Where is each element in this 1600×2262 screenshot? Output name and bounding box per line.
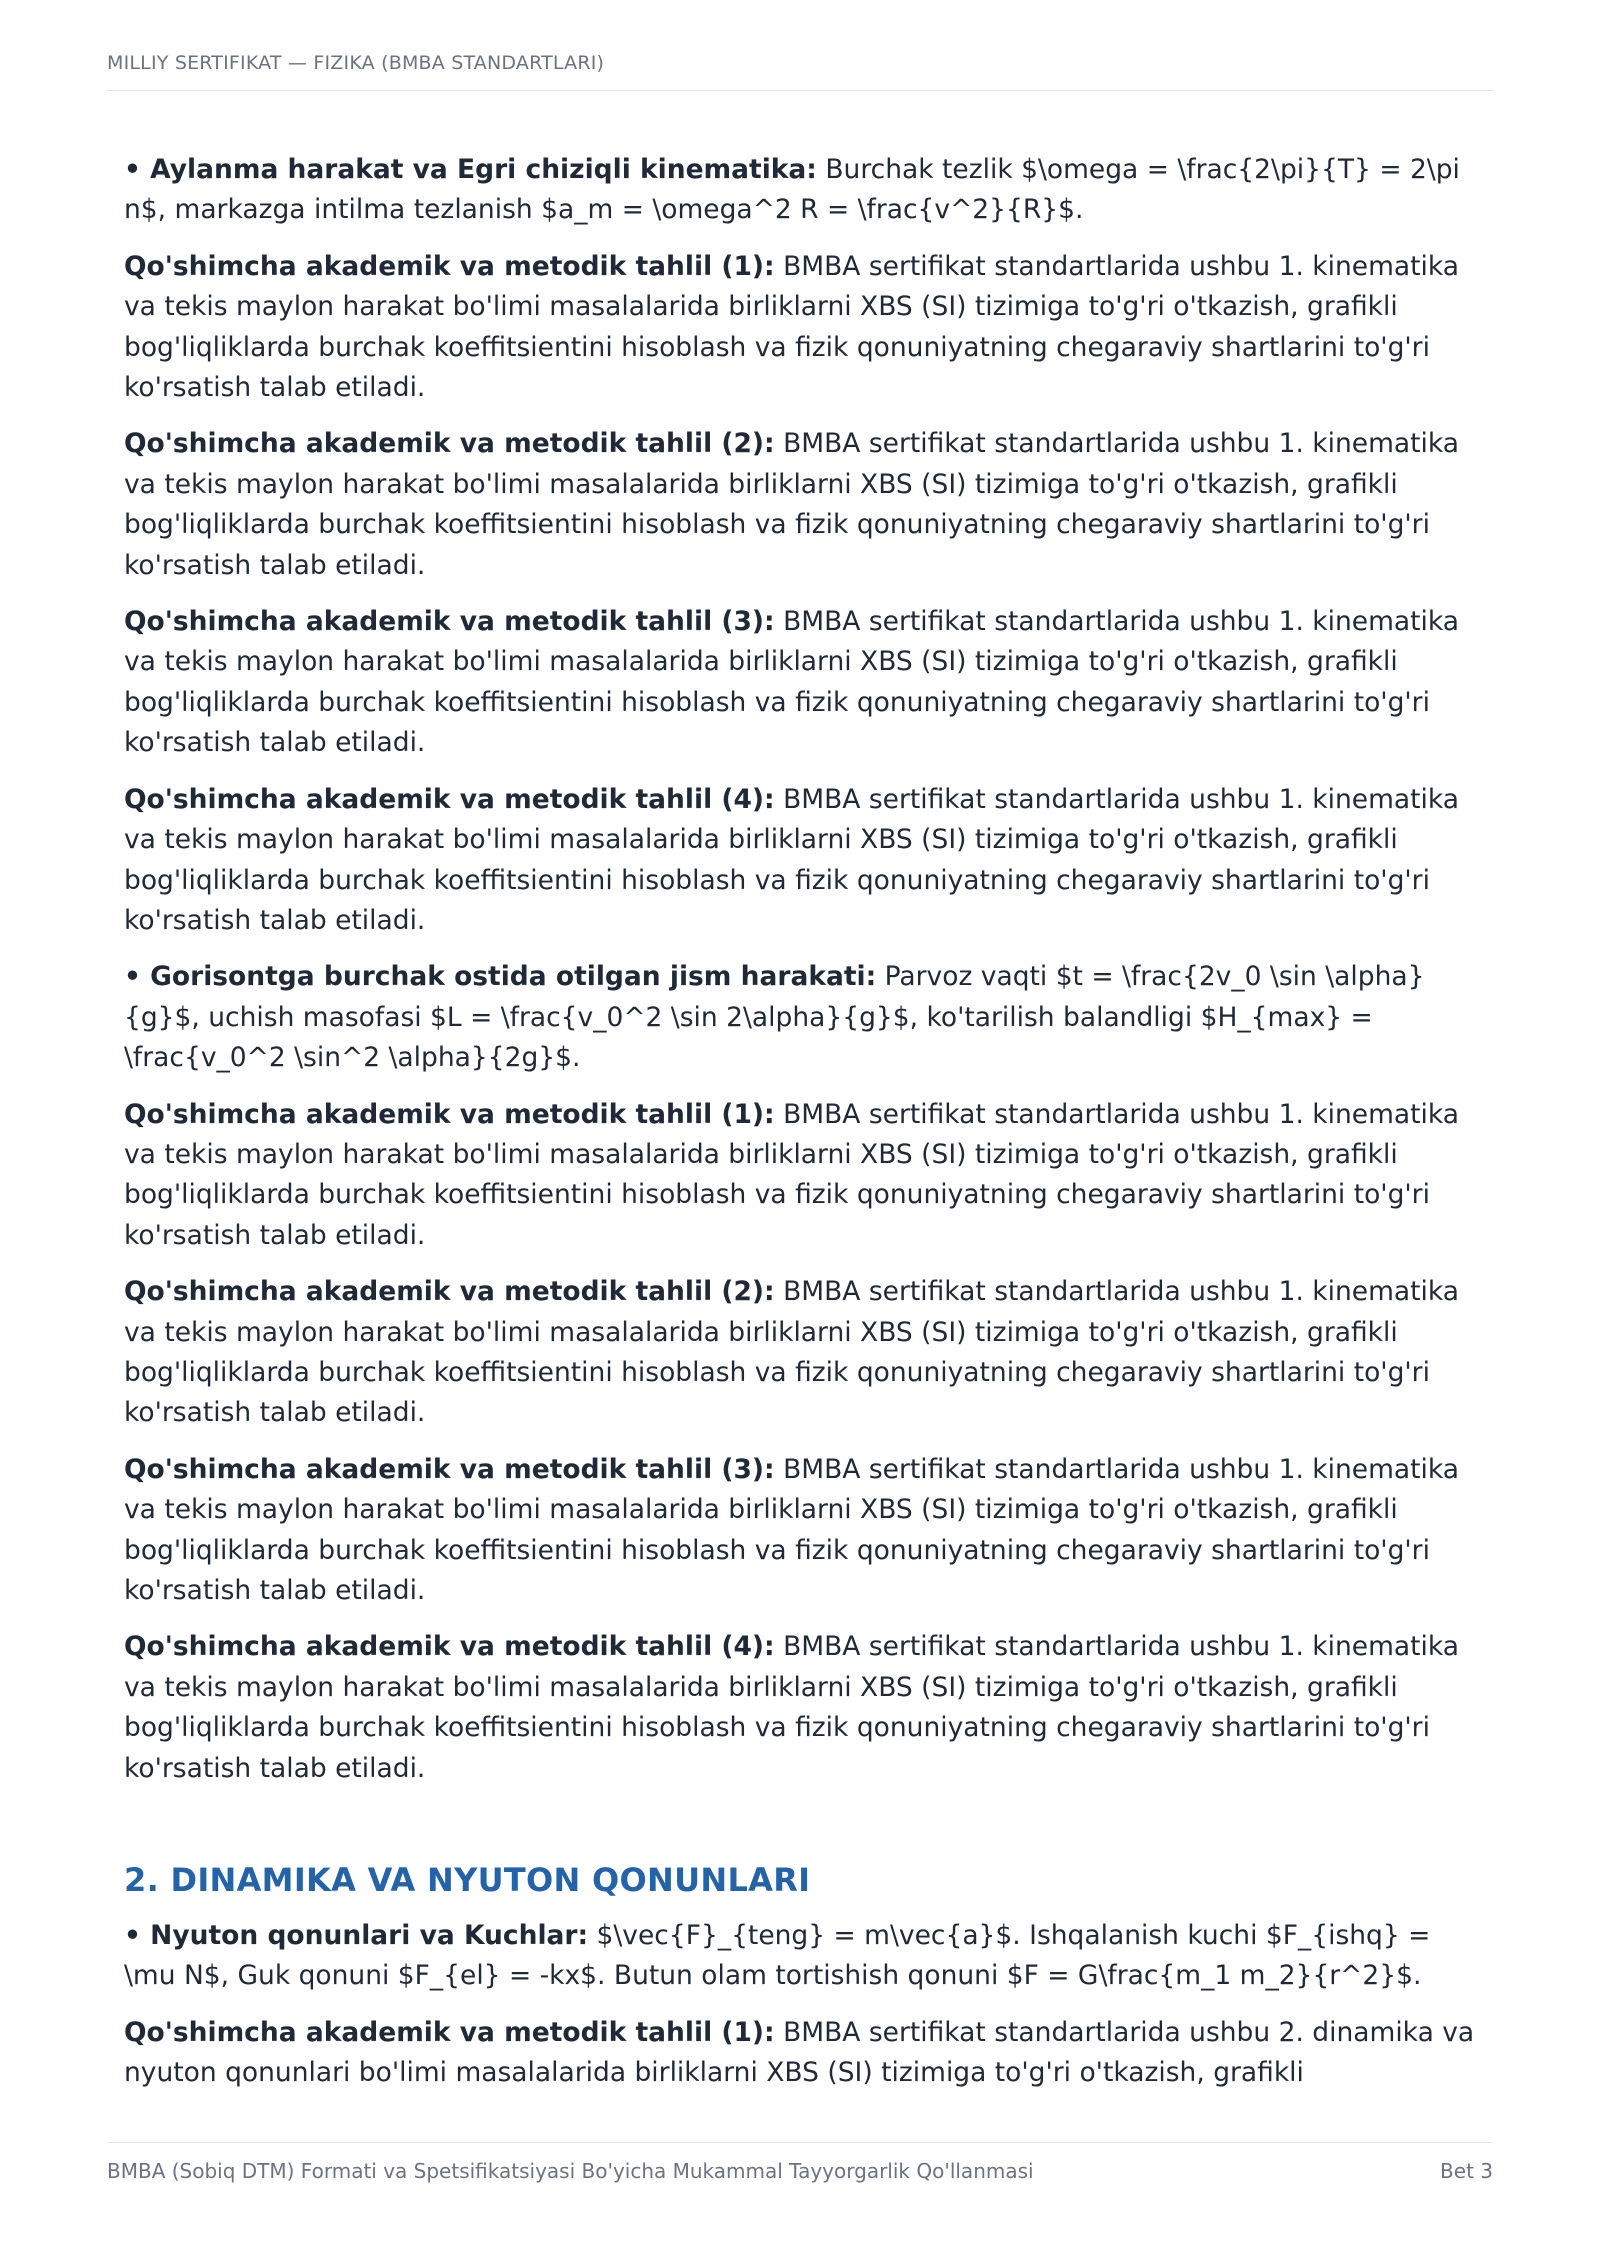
header-divider	[107, 90, 1493, 91]
analysis-paragraph	[124, 780, 1486, 942]
bullet-paragraph	[124, 150, 1486, 231]
paragraph-lead: Qo'shimcha akademik va metodik tahlil (4):	[124, 1631, 775, 1663]
paragraph-text: BMBA sertifikat standartlarida ushbu 1. kinematika va tekis maylon harakat bo'limi masalalarida birliklarni XBS (SI) tizimiga to'g'ri o'tkazish, grafikli bog'liqliklarda burchak koeffitsientini hisoblash va fizik qonuniyatning chegaraviy shartlarini to'g'ri ko'rsatish talab etiladi.	[124, 1631, 1460, 1784]
paragraph-text: $\vec{F}_{teng} = m\vec{a}$. Ishqalanish kuchi $F_{ishq} = \mu N$, Guk qonuni $F_{el} = -kx$. Butun olam tortishish qonuni $F = G\frac{m_1 m_2}{r^2}$.	[124, 1920, 1431, 1992]
paragraph-lead: Qo'shimcha akademik va metodik tahlil (2):	[124, 428, 775, 460]
section-heading: 2. DINAMIKA VA NYUTON QONUNLARI	[124, 1861, 811, 1900]
bullet-paragraph	[124, 957, 1486, 1078]
page-content	[124, 150, 1486, 2110]
paragraph-text: BMBA sertifikat standartlarida ushbu 1. kinematika va tekis maylon harakat bo'limi masalalarida birliklarni XBS (SI) tizimiga to'g'ri o'tkazish, grafikli bog'liqliklarda burchak koeffitsientini hisoblash va fizik qonuniyatning chegaraviy shartlarini to'g'ri ko'rsatish talab etiladi.	[124, 783, 1460, 936]
bullet-paragraph	[124, 1916, 1486, 1997]
paragraph-lead: Qo'shimcha akademik va metodik tahlil (2):	[124, 1276, 775, 1308]
analysis-paragraph	[124, 1272, 1486, 1434]
paragraph-lead: • Aylanma harakat va Egri chiziqli kinematika:	[124, 154, 817, 185]
analysis-paragraph	[124, 602, 1486, 764]
analysis-paragraph	[124, 1627, 1486, 1789]
page-number: Bet 3	[1440, 2159, 1493, 2183]
paragraph-lead: Qo'shimcha akademik va metodik tahlil (1):	[124, 2016, 775, 2048]
paragraph-text: BMBA sertifikat standartlarida ushbu 1. kinematika va tekis maylon harakat bo'limi masalalarida birliklarni XBS (SI) tizimiga to'g'ri o'tkazish, grafikli bog'liqliklarda burchak koeffitsientini hisoblash va fizik qonuniyatning chegaraviy shartlarini to'g'ri ko'rsatish talab etiladi.	[124, 1276, 1460, 1429]
paragraph-text: BMBA sertifikat standartlarida ushbu 1. kinematika va tekis maylon harakat bo'limi masalalarida birliklarni XBS (SI) tizimiga to'g'ri o'tkazish, grafikli bog'liqliklarda burchak koeffitsientini hisoblash va fizik qonuniyatning chegaraviy shartlarini to'g'ri ko'rsatish talab etiladi.	[124, 606, 1460, 759]
paragraph-text: BMBA sertifikat standartlarida ushbu 1. kinematika va tekis maylon harakat bo'limi masalalarida birliklarni XBS (SI) tizimiga to'g'ri o'tkazish, grafikli bog'liqliklarda burchak koeffitsientini hisoblash va fizik qonuniyatning chegaraviy shartlarini to'g'ri ko'rsatish talab etiladi.	[124, 250, 1460, 404]
paragraph-lead: Qo'shimcha akademik va metodik tahlil (3):	[124, 606, 775, 638]
paragraph-text: BMBA sertifikat standartlarida ushbu 2. dinamika va nyuton qonunlari bo'limi masalalarida birliklarni XBS (SI) tizimiga to'g'ri o'tkazish, grafikli	[124, 2016, 1475, 2089]
paragraph-lead: Qo'shimcha akademik va metodik tahlil (1):	[124, 250, 775, 282]
paragraph-text: Burchak tezlik $\omega = \frac{2\pi}{T} = 2\pi n$, markazga intilma tezlanish $a_m = \omega^2 R = \frac{v^2}{R}$.	[124, 154, 1460, 226]
paragraph-lead: • Gorisontga burchak ostida otilgan jism harakati:	[124, 961, 877, 993]
running-header: MILLIY SERTIFIKAT — FIZIKA (BMBA STANDARTLARI)	[107, 52, 605, 74]
footer-document-title: BMBA (Sobiq DTM) Formati va Spetsifikatsiyasi Bo'yicha Mukammal Tayyorgarlik Qo'llanmasi	[107, 2159, 1034, 2183]
footer-divider	[107, 2142, 1493, 2143]
analysis-paragraph	[124, 424, 1486, 586]
paragraph-text: BMBA sertifikat standartlarida ushbu 1. kinematika va tekis maylon harakat bo'limi masalalarida birliklarni XBS (SI) tizimiga to'g'ri o'tkazish, grafikli bog'liqliklarda burchak koeffitsientini hisoblash va fizik qonuniyatning chegaraviy shartlarini to'g'ri ko'rsatish talab etiladi.	[124, 1453, 1460, 1606]
analysis-paragraph	[124, 1095, 1486, 1257]
paragraph-lead: Qo'shimcha akademik va metodik tahlil (1):	[124, 1098, 775, 1130]
paragraph-text: BMBA sertifikat standartlarida ushbu 1. kinematika va tekis maylon harakat bo'limi masalalarida birliklarni XBS (SI) tizimiga to'g'ri o'tkazish, grafikli bog'liqliklarda burchak koeffitsientini hisoblash va fizik qonuniyatning chegaraviy shartlarini to'g'ri ko'rsatish talab etiladi.	[124, 1098, 1460, 1251]
analysis-paragraph	[124, 1450, 1486, 1612]
analysis-paragraph	[124, 247, 1486, 409]
paragraph-lead: • Nyuton qonunlari va Kuchlar:	[124, 1920, 589, 1952]
analysis-paragraph	[124, 2013, 1486, 2094]
paragraph-lead: Qo'shimcha akademik va metodik tahlil (3):	[124, 1453, 775, 1485]
paragraph-text: BMBA sertifikat standartlarida ushbu 1. kinematika va tekis maylon harakat bo'limi masalalarida birliklarni XBS (SI) tizimiga to'g'ri o'tkazish, grafikli bog'liqliklarda burchak koeffitsientini hisoblash va fizik qonuniyatning chegaraviy shartlarini to'g'ri ko'rsatish talab etiladi.	[124, 428, 1460, 581]
paragraph-lead: Qo'shimcha akademik va metodik tahlil (4):	[124, 783, 775, 815]
paragraph-text: Parvoz vaqti $t = \frac{2v_0 \sin \alpha}{g}$, uchish masofasi $L = \frac{v_0^2 \sin 2\alpha}{g}$, ko'tarilish balandligi $H_{max} = \frac{v_0^2 \sin^2 \alpha}{2g}$.	[124, 961, 1425, 1074]
